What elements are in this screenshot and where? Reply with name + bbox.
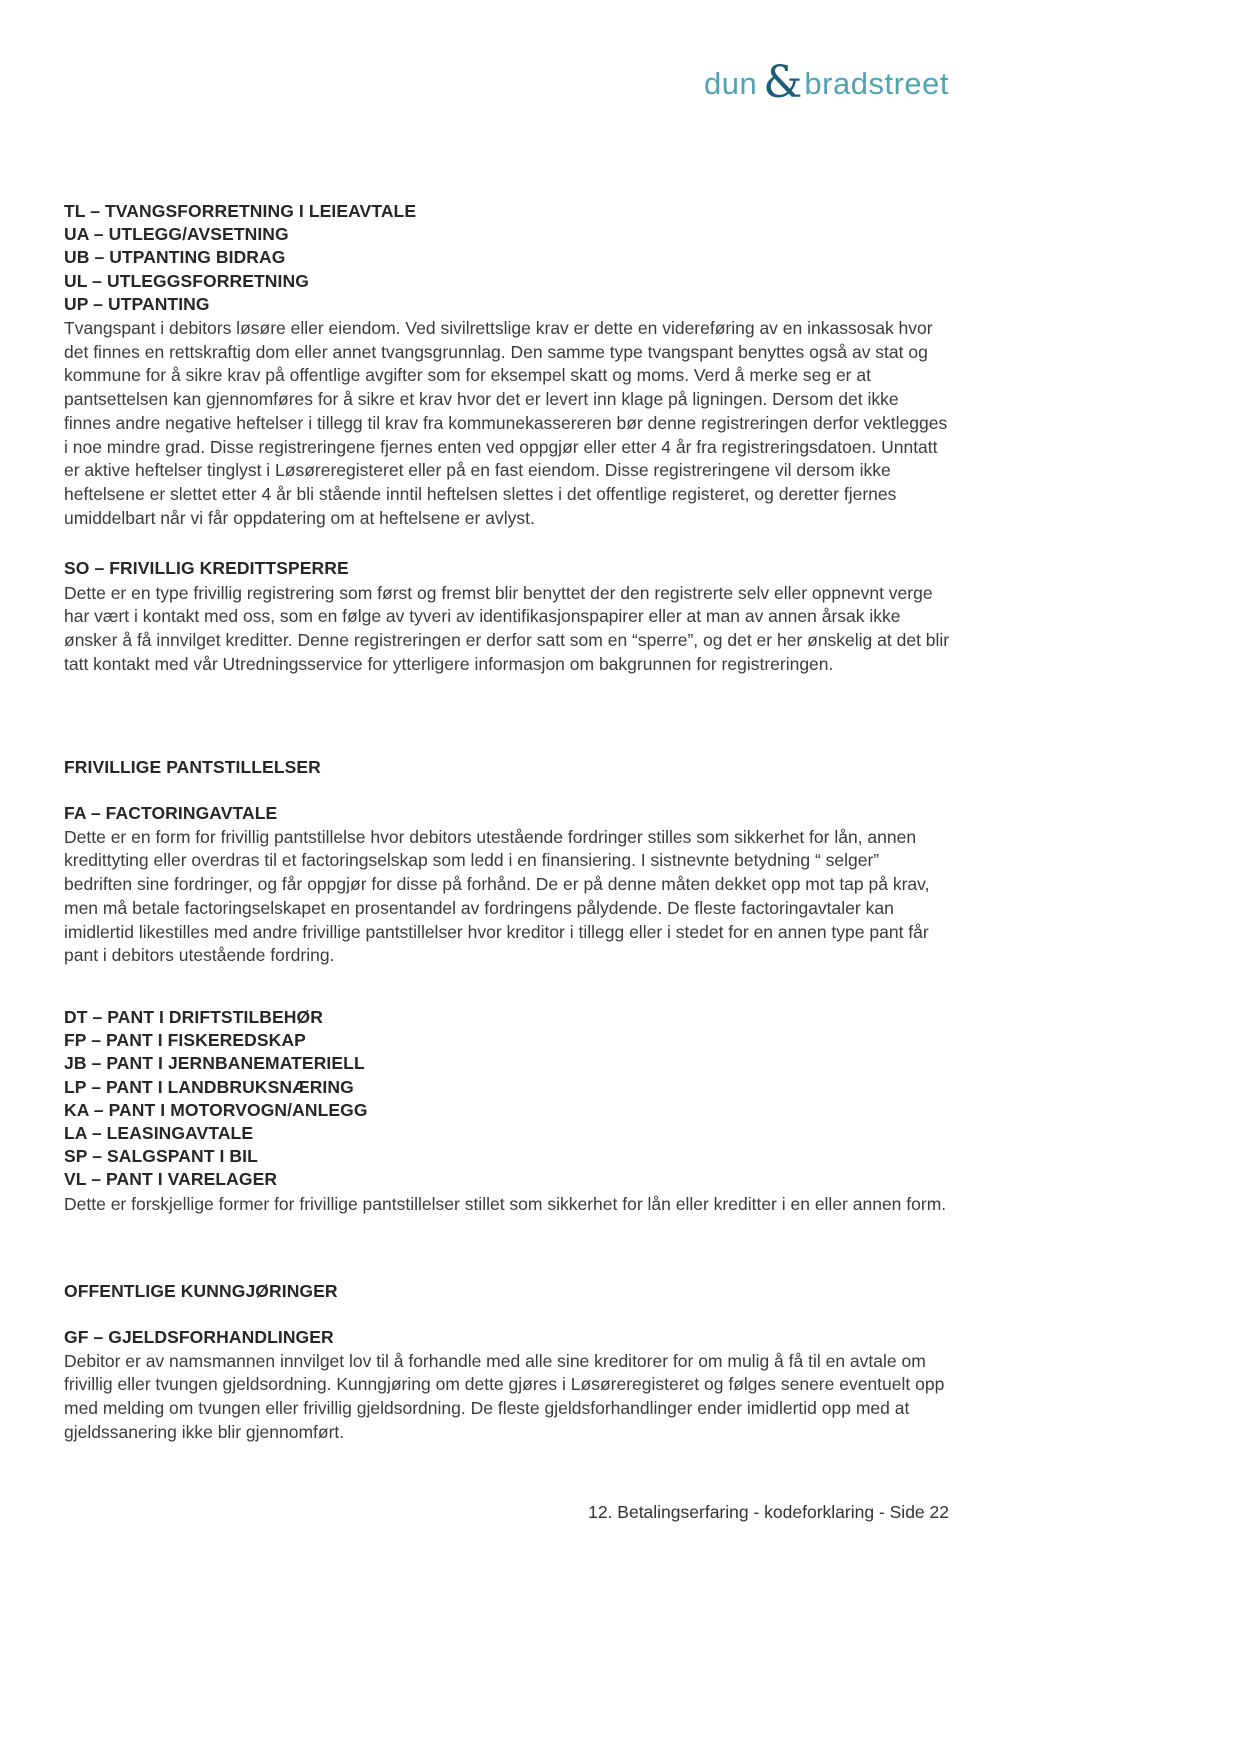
- code-heading-ul: UL – UTLEGGSFORRETNING: [64, 270, 309, 291]
- code-heading-la: LA – LEASINGAVTALE: [64, 1123, 254, 1143]
- paragraph-tvangspant: Tvangspant i debitors løsøre eller eiendom. Ved sivilrettslige krav er dette en videreføring av en inkassosak hvor det finnes en rettskraftig dom eller annet tvangsgrunnlag. Den samme type tvangspant benyttes også av stat og kommune for å sikre krav på offentlige avgifter som for eksempel skatt og moms. Verd å merke seg er at pantsettelsen kan gjennomføres for å sikre et krav hvor det er levert inn klage på ligningen. Dersom det ikke finnes andre negative heftelser i tillegg til krav fra kommunekassereren bør denne registreringen derfor vektlegges i noe mindre grad. Disse registreringene fjernes enten ved oppgjør eller etter 4 år fra registreringsdatoen. Unntatt er aktive heftelser tinglyst i Løsøreregisteret eller på en fast eiendom. Disse registreringene vil dersom ikke heftelsene er slettet etter 4 år bli stående inntil heftelsen slettes i det offentlige registeret, og deretter fjernes umiddelbart når vi får oppdatering om at heftelsene er avlyst.: [64, 318, 948, 528]
- code-heading-ka: KA – PANT I MOTORVOGN/ANLEGG: [64, 1099, 368, 1120]
- code-heading-fp: FP – PANT I FISKEREDSKAP: [64, 1030, 306, 1051]
- section-so: [64, 557, 950, 676]
- code-heading-vl: VL – PANT I VARELAGER: [64, 1169, 278, 1190]
- code-heading-jb: JB – PANT I JERNBANEMATERIELL: [64, 1053, 365, 1074]
- logo-word-dun: dun: [704, 66, 758, 101]
- section-pant-koder: [64, 1006, 950, 1216]
- logo-word-bradstreet: bradstreet: [804, 66, 949, 101]
- section-fa: [64, 802, 950, 968]
- paragraph-fa: Dette er en form for frivillig pantstillelse hvor debitors utestående fordringer stilles som sikkerhet for lån, annen kredittyting eller overdras til et factoringselskap som ledd i en finansiering. I sistnevnte betydning “ selger” bedriften sine fordringer, og får oppgjør for disse på forhånd. De er på denne måten dekket opp mot tap på krav, men må betale factoringselskapet en prosentandel av fordringens pålydende. De fleste factoringavtaler kan imidlertid likestilles med andre frivillige pantstillelser hvor kreditor i tillegg eller i stedet for en annen type pant får pant i debitors utestående fordring.: [64, 826, 930, 966]
- section-title-frivillige-pantstillelser: FRIVILLIGE PANTSTILLELSER: [64, 757, 321, 778]
- paragraph-so: Dette er en type frivillig registrering som først og fremst blir benyttet der den registrerte selv eller oppnevnt verge har vært i kontakt med oss, som en følge av tyveri av identifikasjonspapirer eller at man av annen årsak ikke ønsker å få innvilget kreditter. Denne registreringen er derfor satt som en “sperre”, og det er her ønskelig at det blir tatt kontakt med vår Utredningsservice for ytterligere informasjon om bakgrunnen for registreringen.: [64, 582, 950, 674]
- code-heading-up: UP – UTPANTING: [64, 293, 210, 314]
- code-heading-ub: UB – UTPANTING BIDRAG: [64, 247, 286, 268]
- code-heading-fa: FA – FACTORINGAVTALE: [64, 802, 278, 823]
- page-footer: 12. Betalingserfaring - kodeforklaring - Side 22: [588, 1502, 949, 1522]
- section-title-offentlige-kunngjoringer: OFFENTLIGE KUNNGJØRINGER: [64, 1281, 338, 1302]
- code-heading-lp: LP – PANT I LANDBRUKSNÆRING: [64, 1076, 354, 1097]
- code-heading-sp: SP – SALGSPANT I BIL: [64, 1146, 258, 1167]
- code-heading-tl: TL – TVANGSFORRETNING I LEIEAVTALE: [64, 201, 417, 221]
- paragraph-pant-koder: Dette er forskjellige former for frivillige pantstillelser stillet som sikkerhet for lån eller kreditter i en eller annen form.: [64, 1193, 947, 1214]
- section-tvangspant: [64, 200, 950, 530]
- code-heading-gf: GF – GJELDSFORHANDLINGER: [64, 1326, 334, 1347]
- section-gf: [64, 1326, 950, 1445]
- document-content: [64, 200, 950, 1445]
- dun-bradstreet-logo: dun & bradstreet: [704, 57, 949, 108]
- code-heading-dt: DT – PANT I DRIFTSTILBEHØR: [64, 1006, 323, 1027]
- code-heading-so: SO – FRIVILLIG KREDITTSPERRE: [64, 558, 349, 579]
- code-heading-ua: UA – UTLEGG/AVSETNING: [64, 224, 289, 245]
- paragraph-gf: Debitor er av namsmannen innvilget lov til å forhandle med alle sine kreditorer for om mulig å få til en avtale om frivillig eller tvungen gjeldsordning. Kunngjøring om dette gjøres i Løsøreregisteret og følges senere eventuelt opp med melding om tvungen eller frivillig gjeldsordning. De fleste gjeldsforhandlinger ender imidlertid opp med at gjeldssanering ikke blir gjennomført.: [64, 1350, 945, 1442]
